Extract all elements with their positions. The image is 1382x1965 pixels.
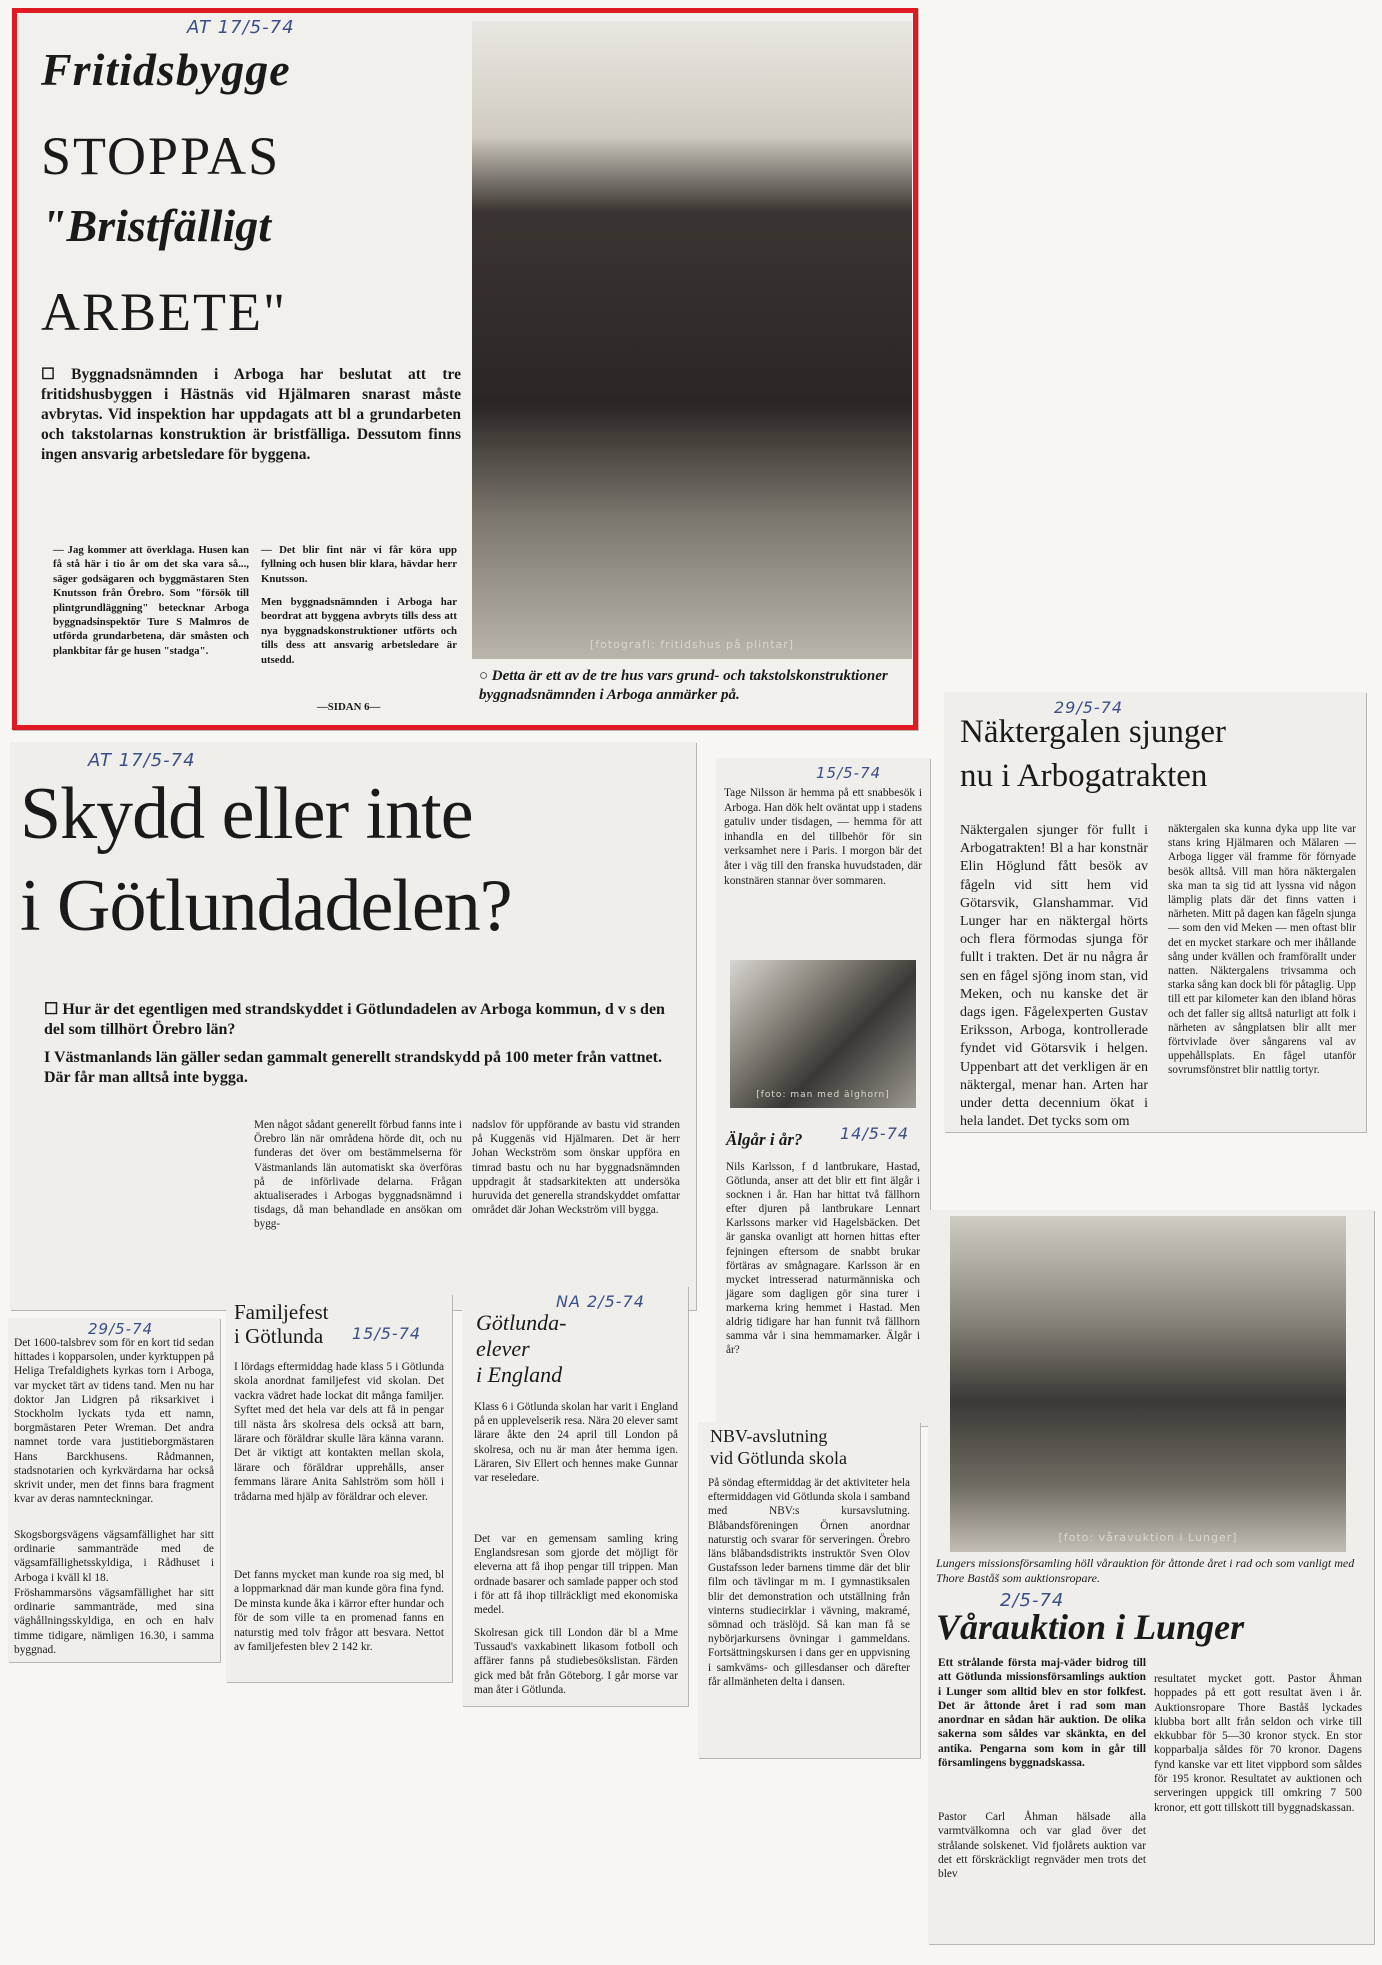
headline-skydd: Skydd eller inte [20, 773, 473, 855]
date-note: 29/5-74 [1054, 698, 1124, 717]
clipping-familjefest [226, 1294, 452, 1682]
article-text: Tage Nilsson är hemma på ett snabbesök i Arboga. Han dök helt oväntat upp i stadens gatuliv under tisdagen, — hemma för att inhandla en del tillbehör för sin verksamhet nere i Paris. I morgon bär det åter i väg till den franska huvudstaden, där konstnären stannar över sommaren. [724, 787, 922, 887]
photo-caption: Lungers missionsförsamling höll vårauktion för åttonde året i rad och som vanligt med Thore Baståš som auktionsropare. [936, 1556, 1355, 1585]
article-column-1: Ett strålande första maj-väder bidrog till att Götlunda missionsförsamlings auktion i Lunger som alltid blev en stor folkfest. Det är åttonde året i rad som man anordnar en sådan här auktion. De olika sakerna som såldes var skänkta, en del antika. Pengarna som kom in går till församlingens byggnadskassa. [938, 1657, 1146, 1770]
clipping-fritidsbygge [12, 8, 918, 730]
photo-house [472, 21, 912, 659]
article-column-1: Näktergalen sjunger för fullt i Arbogatrakten! Bl a har konstnär Elin Höglund fått besök av fågeln vid sitt hem vid Götarsvik, Glanshammar. Vid Lunger har en näktergal hörts och flera förmodas sjunga för fullt i trakten. Det är nu några år sen en fågel sjöng inom stan, vid Meken, och nu kanske det är dags igen. Fågelexperten Gustav Eriksson, Arboga, kontrollerade fyndet vid Götarsvik i helgen. Uppenbart att det verkligen är en näktergal, menar han. Arten har under detta decennium ökat i hela landet. Det tycks som om [960, 823, 1148, 1130]
photo-label: [fotografi: fritidshus på plintar] [589, 638, 795, 651]
headline-arbete: ARBETE" [41, 282, 288, 342]
headline-familjefest: Familjefest [234, 1300, 329, 1324]
article-column-1b: Pastor Carl Åhman hälsade alla varmtvälkomna och var glad över det strålande solskenet. Vid fjolårets auktion var det ett förskräckligt regnväder men trots det blev [938, 1811, 1146, 1881]
date-note: AT 17/5-74 [88, 750, 196, 771]
headline-gotlunda-elever: Götlunda- [476, 1310, 567, 1335]
headline-elever: elever [476, 1336, 530, 1361]
clipping-algar [716, 956, 930, 1426]
article-text-2: Skogsborgsvägens vägsamfällighet har sitt ordinarie sammanträde med de vägsamfällighetsskyldiga, i Rådhuset i Arboga i kväll kl 18. [14, 1529, 214, 1584]
headline-fritidsbygge: Fritidsbygge [41, 44, 291, 95]
headline-nbv: NBV-avslutning [710, 1426, 828, 1446]
date-note: 14/5-74 [840, 1124, 910, 1143]
clipping-varauktion [928, 1210, 1374, 1944]
article-text: Klass 6 i Götlunda skolan har varit i England på en upplevelserik resa. Nära 20 elever samt lärare åkte den 24 april till London på skolresa, och nu är man åter hemma igen. Läraren, Siv Ellert och hennes make Gunnar var reseledare. [474, 1401, 678, 1485]
clipping-tage [716, 758, 930, 966]
clipping-nbv [698, 1422, 920, 1758]
clipping-england [462, 1286, 688, 1706]
article-column-2: nadslov för uppförande av bastu vid stranden på Kuggenäs vid Hjälmaren. Det är herr Johan Weckström som önskar uppföra en timrad bastu och nu har byggnadsnämnden uppdragit åt stadsarkitekten att undersöka huruvida det generella strandskyddet omfattar området där Johan Weckström vill bygga. [472, 1119, 680, 1217]
headline-england: i England [476, 1362, 563, 1387]
article-column-2: resultatet mycket gott. Pastor Åhman hoppades på ett gott resultat även i år. Auktionsropare Thore Baståš lyckades klubba bort allt från seldon och virke till ekkubbar för 5—30 kronor styck. En stor kopparbalja såldes för 70 kronor. Dagens fynd kanske var ett litet vippbord som såldes för 195 kronor. Resultatet av auktionen och serveringen uppgick till omkring 7 500 kronor, ett gott tillskott till byggnadskassan. [1154, 1673, 1362, 1814]
date-note: 15/5-74 [352, 1324, 422, 1343]
photo-man-antlers [730, 960, 916, 1108]
article-text-3: Fröshammarsöns vägsamfällighet har sitt ordinarie sammanträde, med sina väghållningsskyldiga, en och en halv timme tidigare, nämligen 16.30, i samma byggnad. [14, 1587, 214, 1656]
headline-varauktion: Vårauktion i Lunger [936, 1607, 1245, 1647]
photo-label: [foto: man med älghorn] [756, 1090, 890, 1100]
photo-auction [950, 1216, 1346, 1552]
clipping-skydd [10, 742, 696, 1310]
date-note: AT 17/5-74 [187, 17, 295, 38]
article-text: Nils Karlsson, f d lantbrukare, Hastad, Götlunda, anser att det blir ett fint älgår i socknen i år. Han har hittat två fällhorn efter djuren på lantbrukare Lennart Karlssons marker vid Hagelsbäcken. Det är ganska ovanligt att hornen hittas efter fejningen eftersom de snabbt brukar förtäras av smågnagare. Karlsson är en mycket intresserad naturmänniska och jägare som dagligen gör sina turer i markerna kring hemmet i Hastad. Men aldrig tidigare har han funnit två fällhorn samma vår i sina hemmamarker. Älgår i år? [726, 1161, 920, 1357]
headline-naktergalen: Näktergalen sjunger [960, 714, 1227, 750]
article-text: Det 1600-talsbrev som för en kort tid sedan hittades i kopparsolen, under kyrktuppen på Heliga Trefaldighets kyrkas torn i Arboga, var mycket tärt av tidens tand. Men nu har doktor Jan Lidgren på riksarkivet i Stockholm lyckats tyda ett namn, borgmästaren Peter Wreman. Det andra namnet torde vara justitieborgmästaren Hans Barckhusens. Rådmannen, stadsnotarien och kyrkvärdarna har också skrivit under, men det finns bara fragment kvar av deras namnteckningar. [14, 1337, 214, 1506]
date-note: 2/5-74 [1000, 1590, 1065, 1611]
clipping-naktergal [944, 692, 1366, 1132]
article-text: I lördags eftermiddag hade klass 5 i Götlunda skola anordnat familjefest vid skolan. Det vackra vädret hade lockat dit många familjer. Syftet med det hela var dels att få in pengar till nästa års skolresa dels också att barn, lärare och föräldrar skulle lära känna varann. Det är viktigt att kontakten mellan skola, lärare och föräldrar upprehålls, anser femmans lärare Anita Sahlström som höll i trådarna med hjälp av föräldrar och elever. [234, 1361, 444, 1503]
date-note: 29/5-74 [88, 1320, 154, 1338]
article-text-2: Det fanns mycket man kunde roa sig med, bl a loppmarknad där man kunde göra fina fynd. De minsta kunde åka i kärror efter hundar och för de som ville ta en promenad fanns en naturstig med tolv frågor att besvara. Nettot av familjefesten blev 2 142 kr. [234, 1569, 445, 1654]
article-text: På söndag eftermiddag är det aktiviteter hela eftermiddagen vid Götlunda skola i samband med NBV:s kursavslutning. Blåbandsföreningen Örnen anordnar naturstig och svarar för serveringen. Örebro läns blåbandsdistrikts instruktör Sven Olov Gustafsson leder barnens timme där det blir film och tävlingar m m. I gymnastiksalen blir det demonstration och utställning från vinterns studiecirklar i vävning, makramé, sömnad och träslöjd. Så kan man få se nybörjarkursens övningar i gammeldans. Fortsättningskursen i dans ger en uppvisning i samkväms- och gillesdanser och därefter får allmänheten delta i dansen. [708, 1477, 910, 1688]
article-column-1: Men något sådant generellt förbud fanns inte i Örebro län när områdena hörde dit, och nu funderas det över om bestämmelserna för Västmanlands län automatiskt ska överföras på de införlivade delarna. Frågan aktualiserades i Arbogas byggnadsnämnd i tisdags, då man behandlade en ansökan om bygg- [254, 1119, 462, 1231]
headline-algar: Älgår i år? [726, 1130, 803, 1149]
lead-paragraph: ☐ Hur är det egentligen med strandskyddet i Götlundadelen av Arboga kommun, d v s den del som tillhört Örebro län? [44, 1001, 665, 1038]
photo-label: [foto: våravuktion i Lunger] [1058, 1531, 1238, 1544]
lead-paragraph-2: I Västmanlands län gäller sedan gammalt generellt strandskydd på 100 meter från vattnet. Där får man alltså inte bygga. [44, 1049, 662, 1086]
photo-caption: ○ Detta är ett av de tre hus vars grund- och takstolskonstruktioner byggnadsnämnden i Arboga anmärker på. [479, 668, 888, 703]
article-column-2: näktergalen ska kunna dyka upp lite var stans kring Hjälmaren och Mälaren — Arboga ligger väl framme för förnyade besök alltså. Vill man höra näktergalen ska man ta sig tid att lyssna vid någon lämplig plats där det finns vatten i närheten. Mitt på dagen kan fågeln sjunga — som den vid Meken — men oftast blir det en mycket starkare och mer ihållande sång under kvällen och framförallt under natten. Näktergalens trivsamma och starka sång kan dock bli för påtaglig. Upp till ett par kilometer kan den ibland höras och det faller sig alltså naturligt att folk i närheten av sångplatsen blir allt mer förtvivlade över sångarens val av uppehållsplats. En fågel utanför sovrumsfönstret blir nattlig tortyr. [1168, 823, 1356, 1077]
headline-gotlunda: i Götlunda [234, 1324, 324, 1348]
headline-stoppas: STOPPAS [41, 126, 281, 186]
headline-arbogatrakten: nu i Arbogatrakten [960, 758, 1208, 794]
date-note: 15/5-74 [816, 764, 882, 782]
article-column-2a: — Det blir fint när vi får köra upp fyllning och husen blir klara, hävdar herr Knutsson. [261, 544, 457, 585]
headline-gotlundadelen: i Götlundadelen? [20, 865, 512, 947]
lead-paragraph: ☐ Byggnadsnämnden i Arboga har beslutat att tre fritidshusbyggen i Hästnäs vid Hjälmaren snarast måste avbrytas. Vid inspektion har uppdagats att bl a grundarbeten och takstolarnas konstruktion är bristfälliga. Dessutom finns ingen ansvarig arbetsledare för byggena. [41, 366, 461, 463]
clipping-brev [8, 1318, 220, 1662]
date-note: NA 2/5-74 [556, 1292, 645, 1311]
page-reference: —SIDAN 6— [317, 701, 381, 713]
article-column-1: — Jag kommer att överklaga. Husen kan få stå här i tio år om det ska vara så..., säger godsägaren och byggmästaren Sten Knutsson från Örebro. Som "försök till plintgrundläggning" betecknar Arboga byggnadsinspektör Ture S Malmros de utförda grundarbetena, där småsten och plankbitar får ge husen "stadga". [53, 544, 249, 657]
headline-bristfalligt: "Bristfälligt [41, 200, 272, 251]
article-column-2b: Men byggnadsnämnden i Arboga har beordrat att byggena avbryts tills dess att nya byggnadskonstruktioner utförts och tills dess att ansvarig arbetsledare är utsedd. [261, 596, 457, 666]
article-text-2: Det var en gemensam samling kring Englandsresan som gjorde det möjligt för eleverna att få ihop pengar till trippen. Man ordnade basarer och samlade papper och stod i för att få ihop tillräckligt med ekonomiska medel. [474, 1533, 678, 1617]
article-text-3: Skolresan gick till London där bl a Mme Tussaud's vaxkabinett likasom fotboll och affärer fanns på studiebesökslistan. Färden gick med båt från Göteborg. I går morse var man åter i Götlunda. [474, 1627, 678, 1696]
headline-gotlunda-skola: vid Götlunda skola [710, 1448, 847, 1468]
